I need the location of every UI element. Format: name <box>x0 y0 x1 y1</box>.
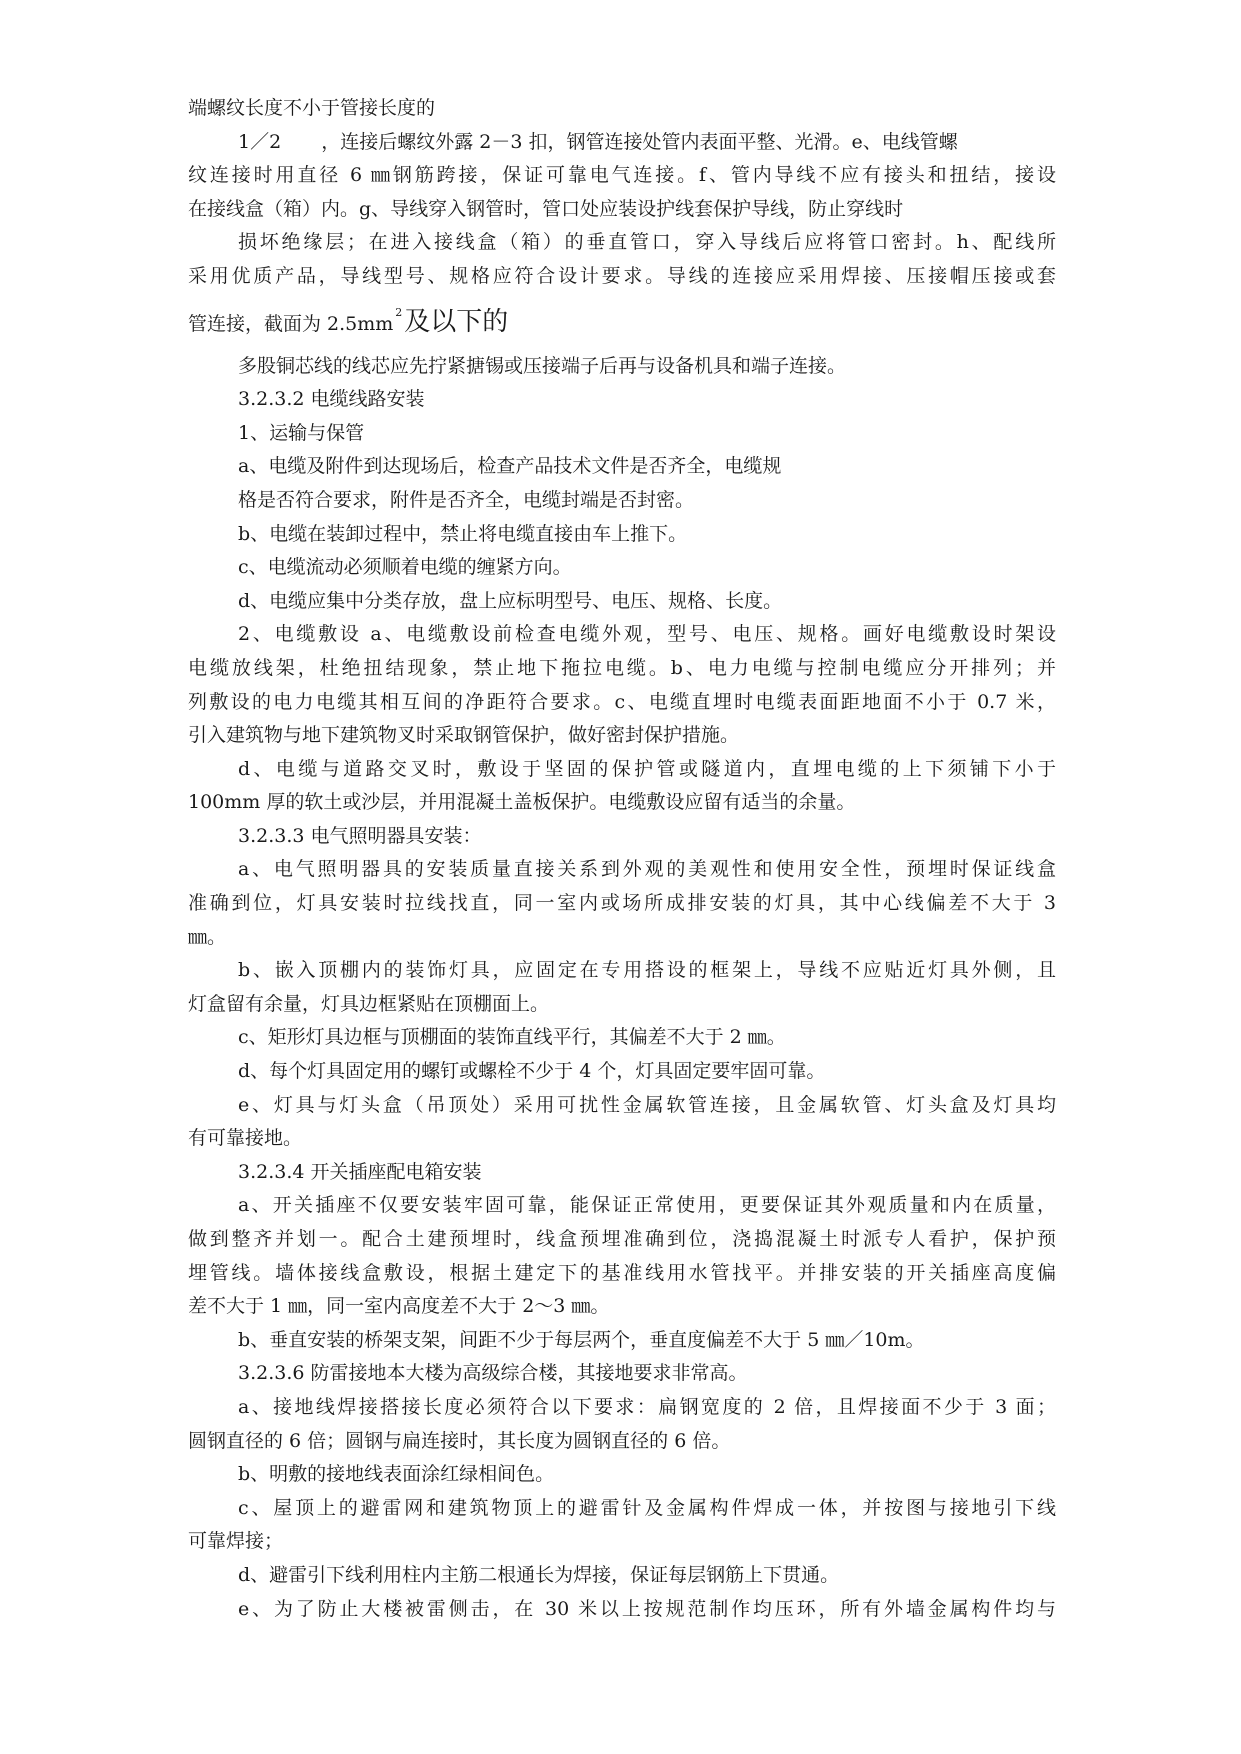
text-line: 2、电缆敷设 a、电缆敷设前检查电缆外观，型号、电压、规格。画好电缆敷设时架设 <box>238 623 1056 646</box>
text-line: d、每个灯具固定用的螺钉或螺栓不少于 4 个，灯具固定要牢固可靠。 <box>238 1060 826 1083</box>
text-line: 准确到位，灯具安装时拉线找直，同一室内或场所成排安装的灯具，其中心线偏差不大于 3 <box>188 892 1056 915</box>
text-line: b、电缆在装卸过程中，禁止将电缆直接由车上推下。 <box>238 522 688 545</box>
fraction-text: 1／2 <box>238 130 282 153</box>
text-line: 端螺纹长度不小于管接长度的 <box>188 97 436 119</box>
section-heading: 3.2.3.3 电气照明器具安装： <box>238 824 482 847</box>
text-line: a、接地线焊接搭接长度必须符合以下要求：扁钢宽度的 2 倍，且焊接面不少于 3 面； <box>238 1395 1056 1418</box>
text-line: 在接线盒（箱）内。g、导线穿入钢管时，管口处应装设护线套保护导线，防止穿线时 <box>188 197 904 220</box>
text-line: 做到整齐并划一。配合土建预埋时，线盒预埋准确到位，浇捣混凝土时派专人看护，保护预 <box>188 1228 1056 1250</box>
text-line: 引入建筑物与地下建筑物叉时采取钢管保护，做好密封保护措施。 <box>188 724 740 747</box>
text-line: c、矩形灯具边框与顶棚面的装饰直线平行，其偏差不大于 2 ㎜。 <box>238 1026 786 1049</box>
section-heading: 3.2.3.6 防雷接地本大楼为高级综合楼，其接地要求非常高。 <box>238 1362 748 1385</box>
document-page <box>188 92 1056 1626</box>
text-line: a、开关插座不仅要安装牢固可靠，能保证正常使用，更要保证其外观质量和内在质量， <box>238 1194 1056 1217</box>
text-line: e、灯具与灯头盒（吊顶处）采用可扰性金属软管连接，且金属软管、灯头盒及灯具均 <box>238 1093 1056 1116</box>
text-line: 可靠焊接； <box>188 1530 284 1553</box>
text-line: c、屋顶上的避雷网和建筑物顶上的避雷针及金属构件焊成一体，并按图与接地引下线 <box>238 1496 1056 1519</box>
text-line: 列敷设的电力电缆其相互间的净距符合要求。c、电缆直埋时电缆表面距地面不小于 0.7 米， <box>188 690 1056 713</box>
text-line: b、明敷的接地线表面涂红绿相间色。 <box>238 1463 555 1486</box>
text-line: 多股铜芯线的线芯应先拧紧搪锡或压接端子后再与设备机具和端子连接。 <box>238 354 847 377</box>
text-line: 圆钢直径的 6 倍；圆钢与扁连接时，其长度为圆钢直径的 6 倍。 <box>188 1429 731 1452</box>
text-line: 格是否符合要求，附件是否齐全，电缆封端是否封密。 <box>238 488 695 511</box>
text-line: 损坏绝缘层；在进入接线盒（箱）的垂直管口，穿入导线后应将管口密封。h、配线所 <box>238 231 1056 254</box>
text-line-content: 管连接，截面为 2.5mm <box>188 312 394 335</box>
text-line: 灯盒留有余量，灯具边框紧贴在顶棚面上。 <box>188 992 550 1015</box>
text-line: b、垂直安装的桥架支架，间距不少于每层两个，垂直度偏差不大于 5 ㎜／10m。 <box>238 1328 925 1351</box>
text-line: 差不大于 1 ㎜，同一室内高度差不大于 2～3 ㎜。 <box>188 1295 610 1318</box>
text-line: 埋管线。墙体接线盒敷设，根据土建定下的基准线用水管找平。并排安装的开关插座高度偏 <box>188 1261 1056 1284</box>
text-line: d、避雷引下线利用柱内主筋二根通长为焊接，保证每层钢筋上下贯通。 <box>238 1563 840 1586</box>
section-heading: 3.2.3.4 开关插座配电箱安装 <box>238 1160 482 1183</box>
text-line: a、电缆及附件到达现场后，检查产品技术文件是否齐全，电缆规 <box>238 455 782 478</box>
text-line: 100mm 厚的软土或沙层，并用混凝土盖板保护。电缆敷设应留有适当的余量。 <box>188 791 856 814</box>
text-line: ㎜。 <box>188 925 227 948</box>
text-line: 有可靠接地。 <box>188 1127 303 1150</box>
text-line <box>188 294 1056 350</box>
text-line: 电缆放线架，杜绝扭结现象，禁止地下拖拉电缆。b、电力电缆与控制电缆应分开排列；并 <box>188 656 1056 679</box>
text-line: a、电气照明器具的安装质量直接关系到外观的美观性和使用安全性，预埋时保证线盒 <box>238 858 1056 881</box>
text-line: b、嵌入顶棚内的装饰灯具，应固定在专用搭设的框架上，导线不应贴近灯具外侧，且 <box>238 959 1056 982</box>
text-line: 1、运输与保管 <box>238 421 365 444</box>
text-line: d、电缆与道路交叉时，敷设于坚固的保护管或隧道内，直埋电缆的上下须铺下小于 <box>238 757 1056 780</box>
text-line: e、为了防止大楼被雷侧击，在 30 米以上按规范制作均压环，所有外墙金属构件均与 <box>238 1597 1056 1620</box>
text-line: 采用优质产品，导线型号、规格应符合设计要求。导线的连接应采用焊接、压接帽压接或套 <box>188 264 1056 287</box>
text-line <box>188 126 1056 160</box>
superscript-text: 2 <box>395 305 403 319</box>
text-line: 纹连接时用直径 6 ㎜钢筋跨接，保证可靠电气连接。f、管内导线不应有接头和扭结，接设 <box>188 164 1056 187</box>
section-heading: 3.2.3.2 电缆线路安装 <box>238 388 425 411</box>
large-text: 及以下的 <box>404 306 509 337</box>
text-line-content: ，连接后螺纹外露 2－3 扣，钢管连接处管内表面平整、光滑。e、电线管螺 <box>321 130 958 153</box>
text-line: c、电缆流动必须顺着电缆的缠紧方向。 <box>238 556 572 579</box>
text-line: d、电缆应集中分类存放，盘上应标明型号、电压、规格、长度。 <box>238 589 783 612</box>
